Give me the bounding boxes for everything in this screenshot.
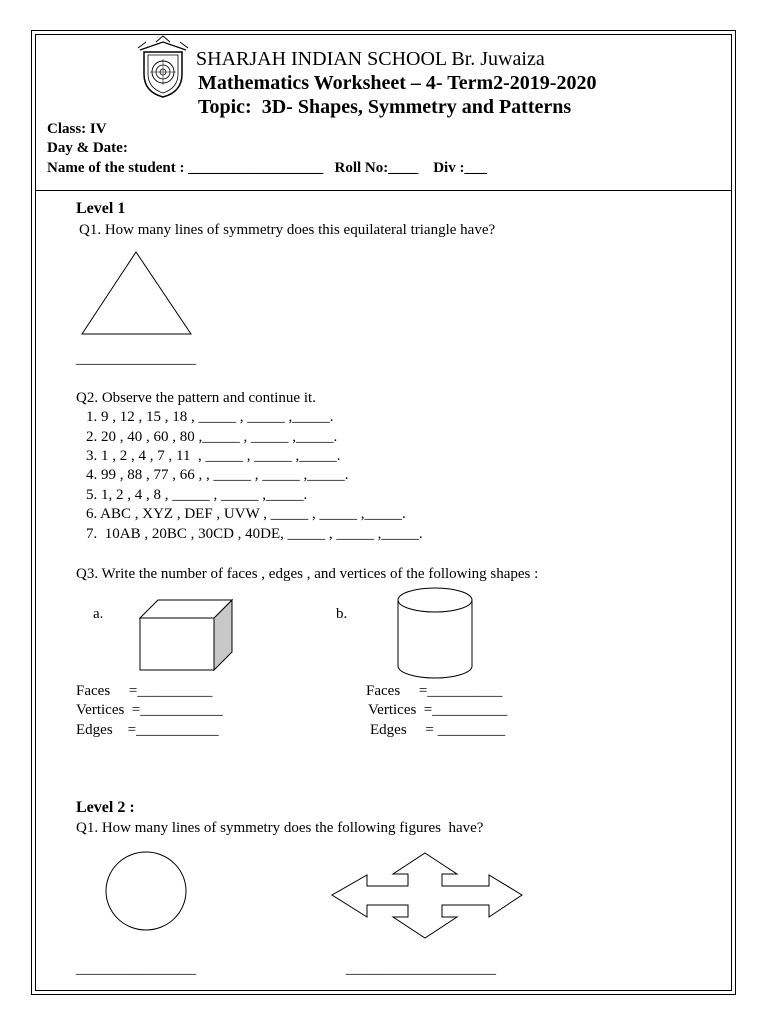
level2-answer-line-right: ____________________ — [346, 961, 496, 977]
equilateral-triangle-figure — [80, 250, 195, 336]
shape-label-a: a. — [93, 606, 104, 622]
cuboid-figure — [138, 598, 236, 672]
level1-q1-text: Q1. How many lines of symmetry does this equilateral triangle have? — [79, 222, 496, 238]
pattern-item: 2. 20 , 40 , 60 , 80 ,_____ , _____ ,_____. — [86, 429, 338, 445]
pattern-item: 3. 1 , 2 , 4 , 7 , 11 , _____ , _____ ,_____. — [86, 448, 341, 464]
school-title: SHARJAH INDIAN SCHOOL Br. Juwaiza — [196, 48, 545, 70]
level2-title: Level 2 : — [76, 799, 135, 816]
header-divider — [35, 190, 732, 191]
class-label: Class: IV — [47, 121, 107, 137]
cuboid-vertices-field: Vertices =___________ — [76, 702, 223, 718]
four-way-arrow-figure — [330, 851, 524, 940]
student-name-line: Name of the student : __________________ Roll No:____ Div :___ — [47, 160, 487, 176]
date-label: Day & Date: — [47, 140, 128, 156]
shape-label-b: b. — [336, 606, 348, 622]
cylinder-edges-field: Edges = _________ — [370, 722, 506, 738]
cuboid-faces-field: Faces =__________ — [76, 683, 213, 699]
level1-q1-answer-line: ________________ — [76, 351, 196, 367]
pattern-item: 7. 10AB , 20BC , 30CD , 40DE, _____ , _____ ,_____. — [86, 526, 423, 542]
level1-q2-text: Q2. Observe the pattern and continue it. — [76, 390, 316, 406]
topic-title: Topic: 3D- Shapes, Symmetry and Patterns — [198, 96, 572, 118]
level1-title: Level 1 — [76, 200, 126, 217]
level2-answer-line-left: ________________ — [76, 961, 196, 977]
pattern-item: 1. 9 , 12 , 15 , 18 , _____ , _____ ,_____. — [86, 409, 334, 425]
pattern-item: 4. 99 , 88 , 77 , 66 , , _____ , _____ ,_____. — [86, 467, 349, 483]
level1-q3-text: Q3. Write the number of faces , edges , and vertices of the following shapes : — [76, 566, 539, 582]
cylinder-figure — [396, 586, 476, 680]
worksheet-title: Mathematics Worksheet – 4- Term2-2019-2020 — [198, 72, 597, 94]
pattern-item: 6. ABC , XYZ , DEF , UVW , _____ , _____ ,_____. — [86, 506, 406, 522]
oval-figure — [104, 850, 188, 932]
cylinder-faces-field: Faces =__________ — [366, 683, 503, 699]
pattern-item: 5. 1, 2 , 4 , 8 , _____ , _____ ,_____. — [86, 487, 308, 503]
cylinder-vertices-field: Vertices =__________ — [368, 702, 508, 718]
level2-q1-text: Q1. How many lines of symmetry does the following figures have? — [76, 820, 484, 836]
school-logo-icon — [136, 36, 190, 98]
cuboid-edges-field: Edges =___________ — [76, 722, 219, 738]
